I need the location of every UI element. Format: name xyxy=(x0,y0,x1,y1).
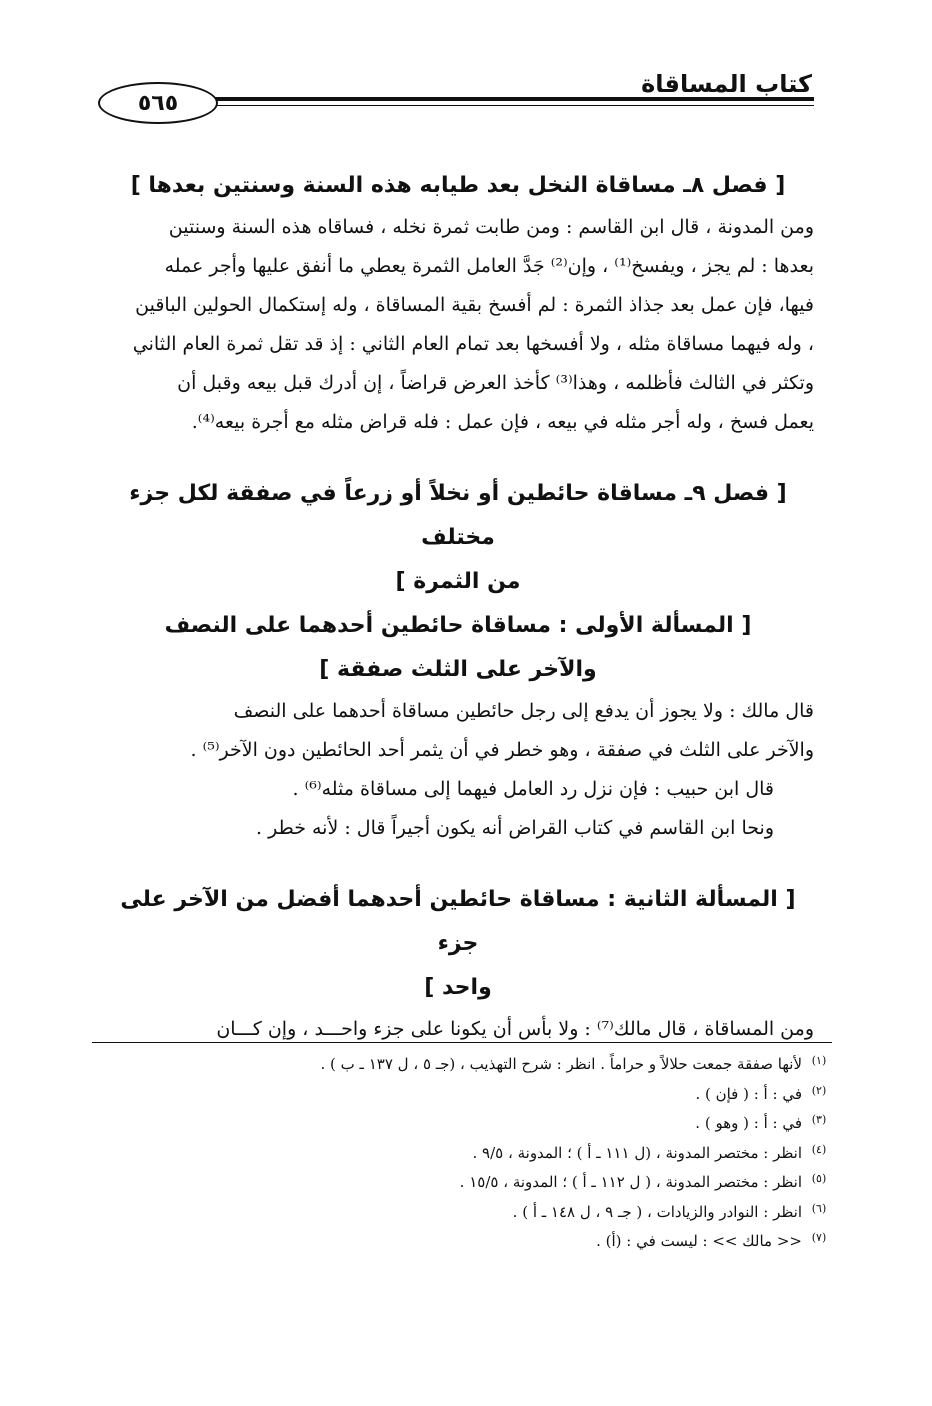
paragraph-line: قال مالك : ولا يجوز أن يدفع إلى رجل حائطين مساقاة أحدهما على النصف xyxy=(233,700,814,722)
paragraph-line: يعمل فسخ ، وله أجر مثله في بيعه ، فإن عمل : فله قراض مثله مع أجرة بيعه⁽⁴⁾. xyxy=(191,411,814,433)
spacer xyxy=(102,848,814,878)
footnote-item xyxy=(100,1109,836,1139)
footnote-number: (٥) xyxy=(811,1172,827,1185)
page-number-badge xyxy=(98,82,218,124)
footnote-separator xyxy=(92,1042,832,1043)
footnote-text: انظر : مختصر المدونة ، (ل ١١١ ـ أ ) ؛ المدونة ، ٩/٥ . xyxy=(472,1143,802,1162)
footnote-item xyxy=(100,1139,836,1169)
main-content xyxy=(102,160,814,1049)
footnote-number: (٧) xyxy=(811,1231,827,1244)
paragraph-line: قال ابن حبيب : فإن نزل رد العامل فيهما إلى مساقاة مثله⁽⁶⁾ . xyxy=(292,778,774,800)
issue-1-heading-line2: والآخر على الثلث صفقة ] xyxy=(319,657,597,682)
section-heading-9-line1: [ فصل ٩ـ مساقاة حائطين أو نخلاً أو زرعاً في صفقة لكل جزء مختلف xyxy=(129,481,787,550)
footnote-item xyxy=(100,1168,836,1198)
footnote-text: في : أ : ( فإن ) . xyxy=(695,1084,802,1103)
footnote-text: في : أ : ( وهو ) . xyxy=(695,1114,802,1132)
paragraph-line: ومن المساقاة ، قال مالك⁽⁷⁾ : ولا بأس أن يكونا على جزء واحـــد ، وإن كـــان xyxy=(216,1018,814,1040)
paragraph-line: ومن المدونة ، قال ابن القاسم : ومن طابت ثمرة نخله ، فساقاه هذه السنة وسنتين xyxy=(168,216,814,238)
paragraph-line: فيها، فإن عمل بعد جذاذ الثمرة : لم أفسخ بقية المساقاة ، وله إستكمال الحولين الباقين xyxy=(135,294,814,316)
footnote-number: (٤) xyxy=(811,1142,827,1156)
footnote-number: (٢) xyxy=(811,1083,827,1097)
footnote-item xyxy=(100,1227,836,1257)
footnote-item xyxy=(100,1050,836,1080)
footnote-number: (٦) xyxy=(811,1201,827,1215)
issue-2-heading-line1: [ المسألة الثانية : مساقاة حائطين أحدهما أفضل من الآخر على جزء xyxy=(120,887,796,956)
paragraph-line: بعدها : لم يجز ، ويفسخ⁽¹⁾ ، وإن⁽²⁾ جَدَّ العامل الثمرة يعطي ما أنفق عليها وأجر عمله xyxy=(164,255,814,277)
footnote-text: << مالك >> : ليست في : (أ) . xyxy=(596,1232,802,1250)
page-number: ٥٦٥ xyxy=(137,90,179,116)
issue-2-heading-line2: واحد ] xyxy=(424,975,492,1000)
footnote-item xyxy=(100,1198,836,1228)
running-title: كتاب المساقاة xyxy=(641,70,812,98)
paragraph-line: ، وله فيهما مساقاة مثله ، ولا أفسخها بعد تمام العام الثاني : إذ قد تقل ثمرة العام الثاني xyxy=(132,333,814,355)
footnote-item xyxy=(100,1080,836,1110)
paragraph-line: ونحا ابن القاسم في كتاب القراض أنه يكون أجيراً قال : لأنه خطر . xyxy=(256,817,774,839)
footnote-number: (١) xyxy=(811,1054,827,1067)
footnotes-list xyxy=(100,1050,836,1257)
section-heading-9-line2: من الثمرة ] xyxy=(395,569,521,594)
paragraph-line: والآخر على الثلث في صفقة ، وهو خطر في أن يثمر أحد الحائطين دون الآخر⁽⁵⁾ . xyxy=(190,739,814,761)
footnote-text: لأنها صفقة جمعت حلالاً و حراماً . انظر : شرح التهذيب ، (جـ ٥ ، ل ١٣٧ ـ ب ) . xyxy=(320,1055,802,1073)
spacer xyxy=(102,442,814,472)
footnote-text: انظر : النوادر والزيادات ، ( جـ ٩ ، ل ١٤٨ ـ أ ) . xyxy=(512,1202,802,1221)
footnote-number: (٣) xyxy=(811,1113,827,1126)
footnote-text: انظر : مختصر المدونة ، ( ل ١١٢ ـ أ ) ؛ المدونة ، ١٥/٥ . xyxy=(459,1173,802,1191)
paragraph-line: وتكثر في الثالث فأظلمه ، وهذا⁽³⁾ كأخذ العرض قراضاً ، إن أدرك قبل بيعه وقبل أن xyxy=(177,372,814,394)
section-heading-8: [ فصل ٨ـ مساقاة النخل بعد طيابه هذه السنة وسنتين بعدها ] xyxy=(130,173,786,198)
issue-1-heading-line1: [ المسألة الأولى : مساقاة حائطين أحدهما على النصف xyxy=(164,613,752,638)
